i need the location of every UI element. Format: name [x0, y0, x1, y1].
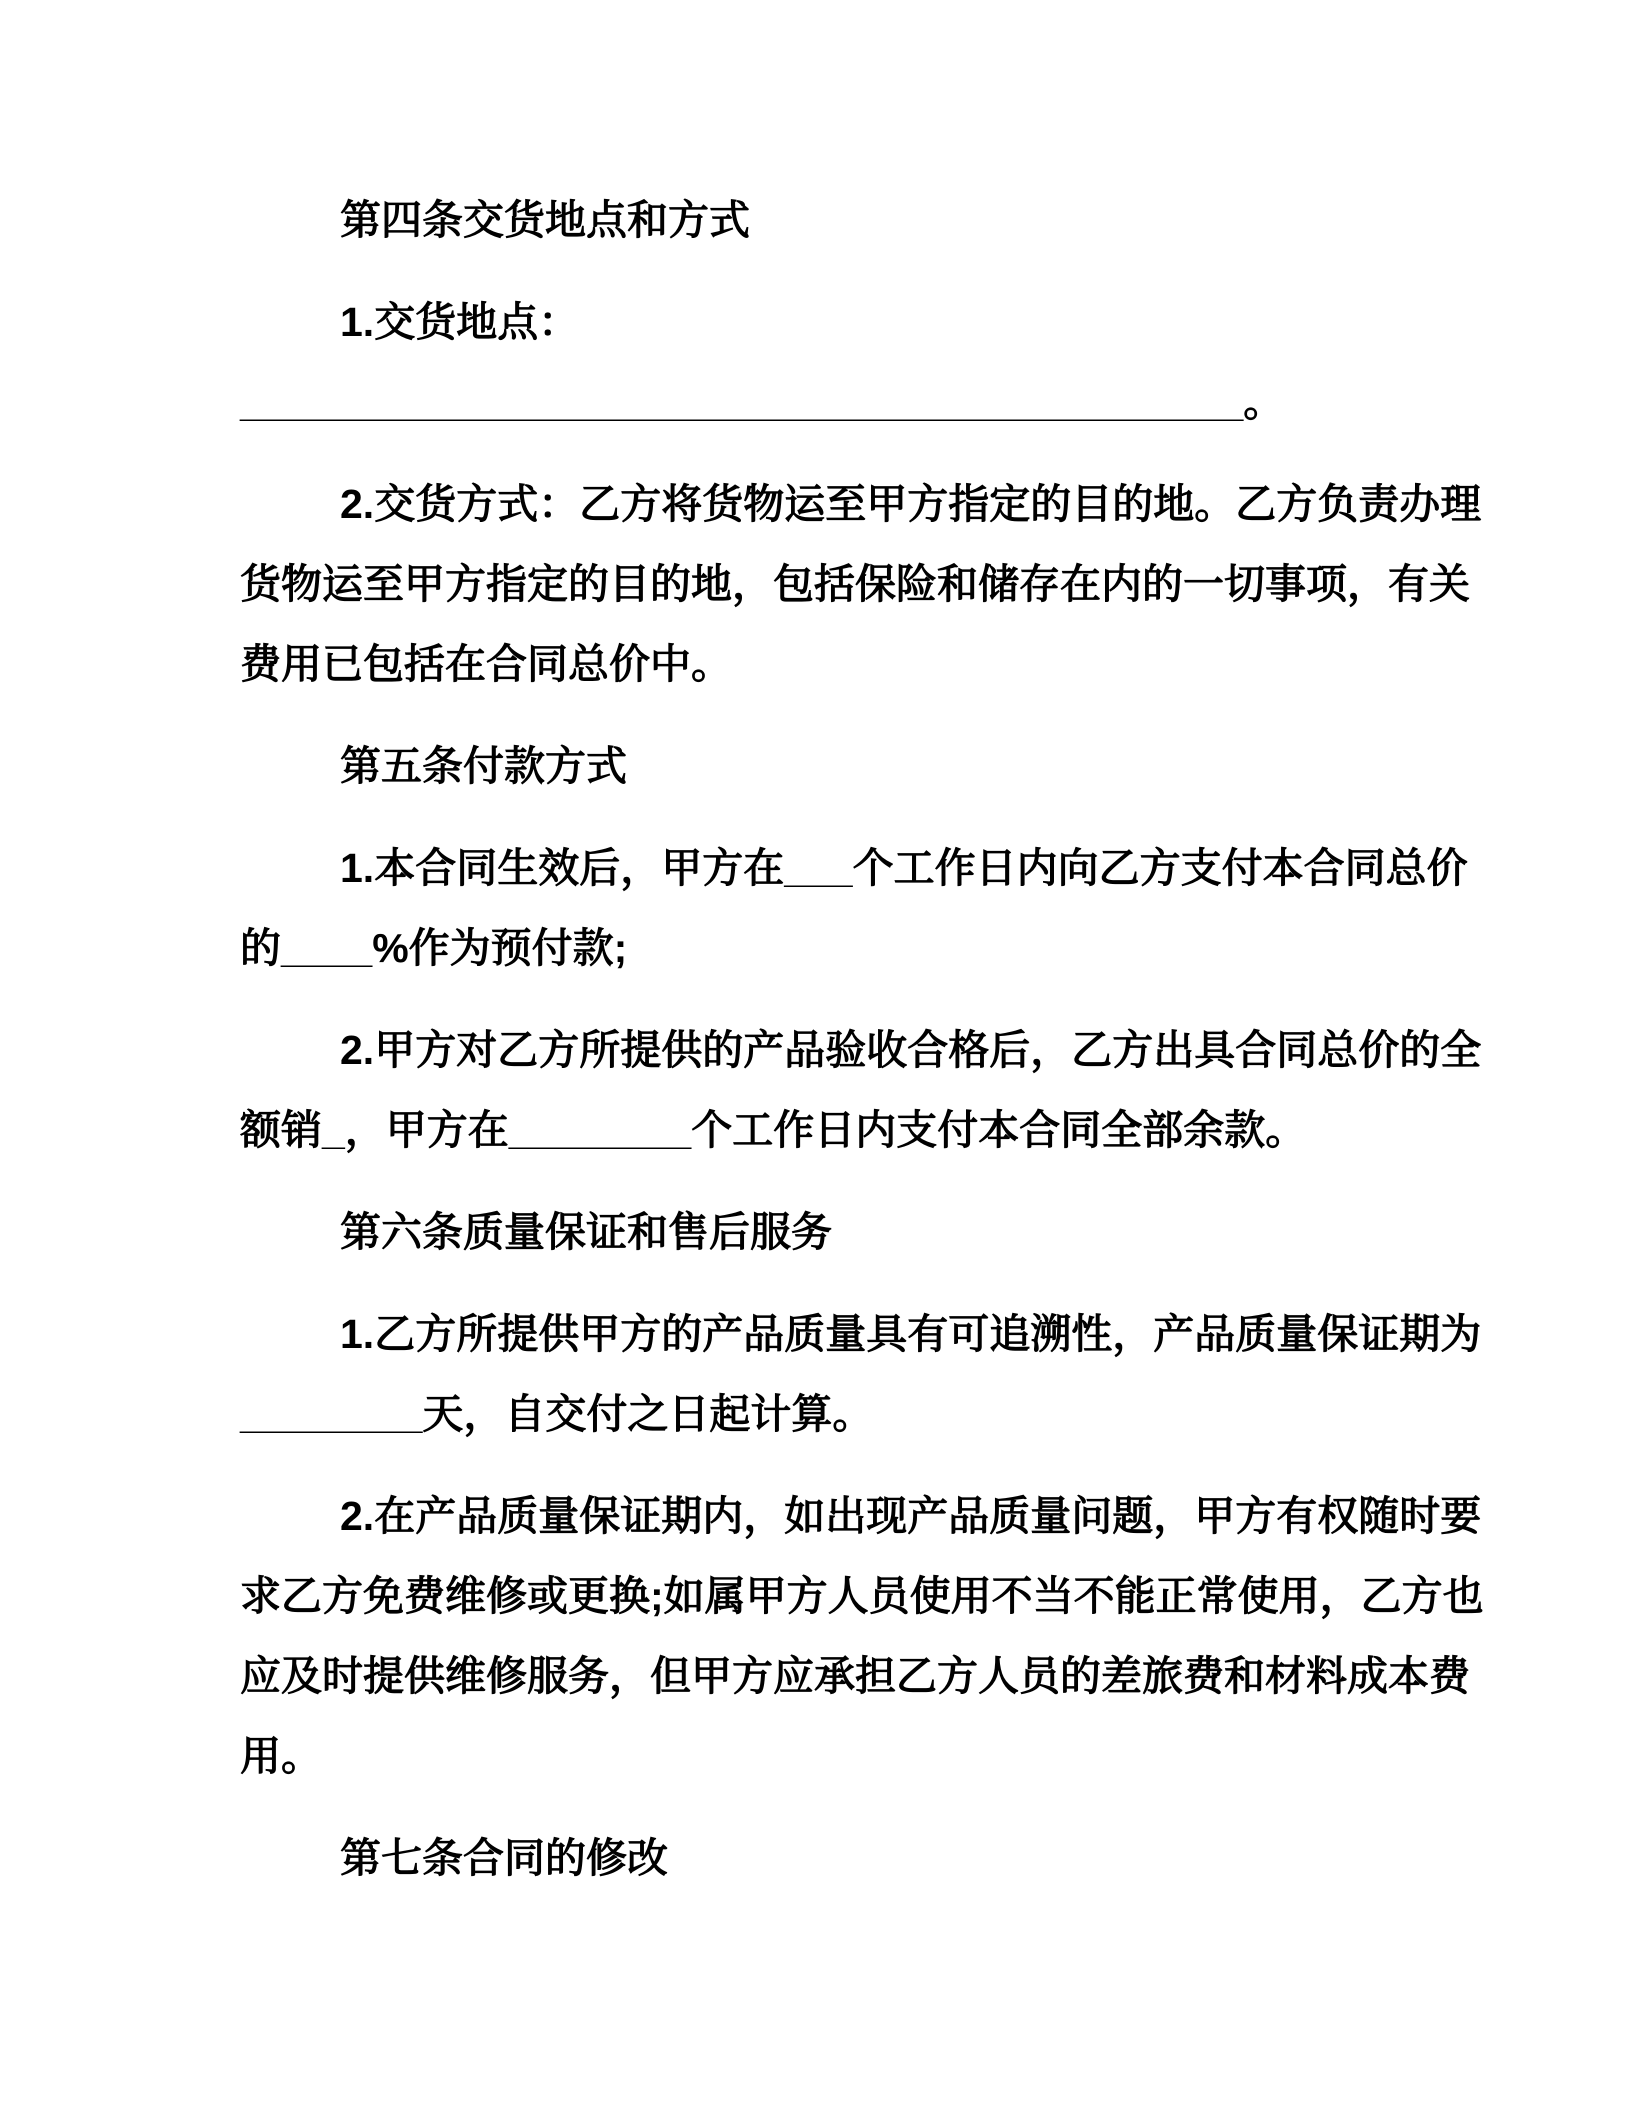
clause-line: 1.交货地点：: [340, 299, 580, 345]
article-heading-4: 第四条交货地点和方式: [340, 197, 750, 243]
clause-line: 2.在产品质量保证期内，如出现产品质量问题，甲方有权随时要: [340, 1493, 1482, 1539]
clause-line: 2.甲方对乙方所提供的产品验收合格后，乙方出具合同总价的全: [340, 1027, 1482, 1073]
clause-line: 额销_，甲方在________个工作日内支付本合同全部余款。: [240, 1107, 1307, 1153]
clause-line: 2.交货方式：乙方将货物运至甲方指定的目的地。乙方负责办理: [340, 481, 1482, 527]
article-heading-6: 第六条质量保证和售后服务: [340, 1209, 832, 1255]
clause-line: 的____%作为预付款;: [240, 925, 628, 971]
clause-line: 费用已包括在合同总价中。: [240, 641, 732, 687]
clause-line: 货物运至甲方指定的目的地，包括保险和储存在内的一切事项，有关: [240, 561, 1470, 607]
clause-line: 1.乙方所提供甲方的产品质量具有可追溯性，产品质量保证期为: [340, 1311, 1482, 1357]
clause-line: 用。: [240, 1733, 322, 1779]
fill-in-blank-line: ____________________________________________。: [240, 379, 1285, 425]
clause-line: 应及时提供维修服务，但甲方应承担乙方人员的差旅费和材料成本费: [240, 1653, 1470, 1699]
article-heading-5: 第五条付款方式: [340, 743, 627, 789]
article-heading-7: 第七条合同的修改: [340, 1835, 668, 1881]
clause-line: 求乙方免费维修或更换;如属甲方人员使用不当不能正常使用，乙方也: [240, 1573, 1484, 1619]
clause-line: ________天，自交付之日起计算。: [240, 1391, 874, 1437]
clause-line: 1.本合同生效后，甲方在___个工作日内向乙方支付本合同总价: [340, 845, 1468, 891]
